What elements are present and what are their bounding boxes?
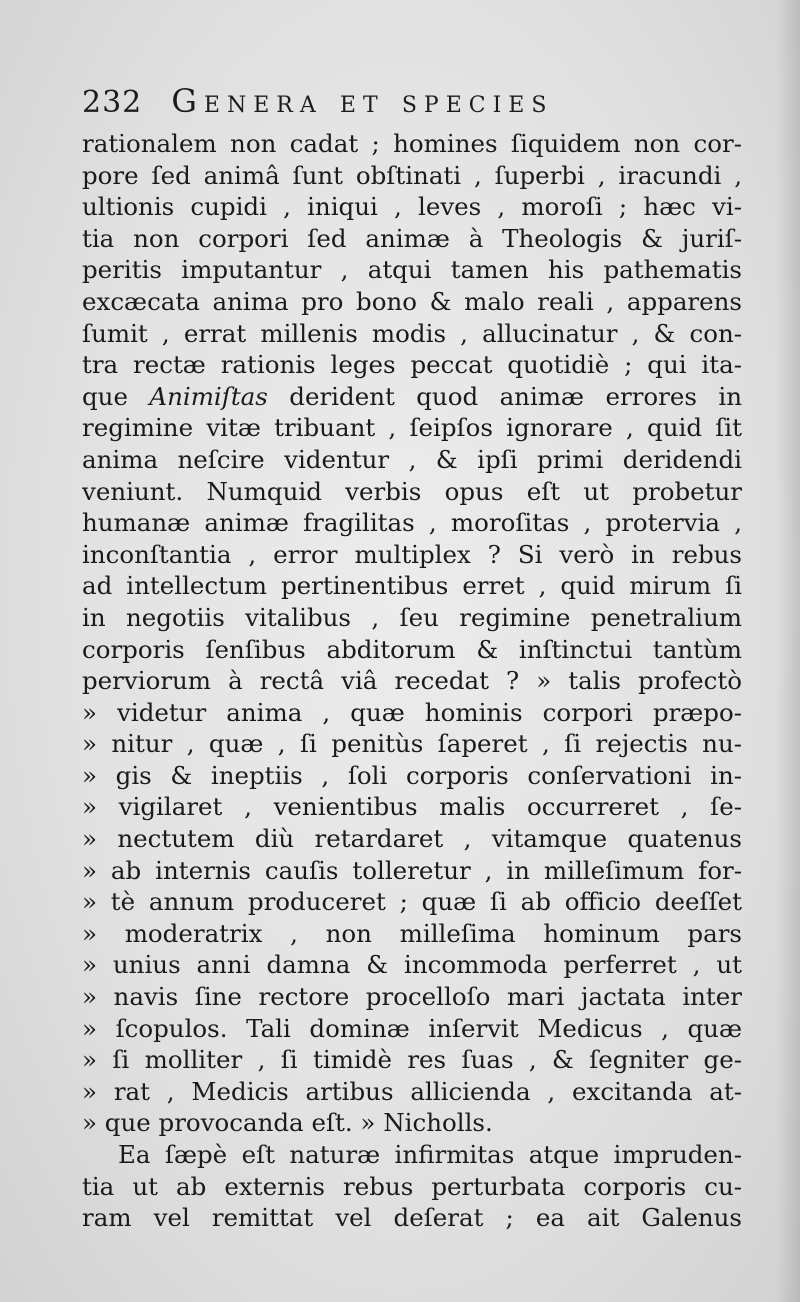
body-text	[82, 128, 742, 1234]
text-line: ſumit , errat millenis modis , allucinatur , & con-	[82, 318, 742, 348]
text-line: perviorum à rectâ viâ recedat ? » talis profectò	[82, 666, 742, 696]
text-line: inconſtantia , error multiplex ? Si verò in rebus	[82, 539, 742, 569]
text-line: tra rectæ rationis leges peccat quotidiè ; qui ita-	[82, 350, 742, 380]
text-line: rationalem non cadat ; homines ſiquidem non cor-	[82, 129, 742, 158]
text-line: anima neſcire videntur , & ipſi primi deridendi	[82, 444, 742, 474]
quote-line: » unius anni damna & incommoda perferret , ut	[82, 950, 742, 980]
running-title: Genera et species	[171, 82, 554, 120]
running-head	[82, 82, 722, 128]
quote-line: » gis & ineptiis , ſoli corporis conſervationi in-	[82, 760, 742, 790]
line-text-before: que	[82, 381, 150, 411]
quote-line: » ſi molliter , ſi timidè res ſuas , & ſegniter ge-	[82, 1045, 742, 1075]
quote-line: » nitur , quæ , ſi penitùs ſaperet , ſi rejectis nu-	[82, 729, 742, 759]
text-line: ram vel remittat vel deſerat ; ea ait Galenus	[82, 1203, 742, 1233]
text-line: regimine vitæ tribuant , ſeipſos ignorare , quid ſit	[82, 413, 742, 443]
page-edge-shadow	[776, 0, 800, 1302]
quote-line: » vigilaret , venientibus malis occurreret , ſe-	[82, 792, 742, 822]
text-line: ultionis cupidi , iniqui , leves , moroſi ; hæc vi-	[82, 192, 742, 222]
quote-line: » rat , Medicis artibus allicienda , excitanda at-	[82, 1076, 742, 1106]
text-line: pore ſed animâ ſunt obſtinati , ſuperbi , iracundi ,	[82, 160, 742, 190]
page-number: 232	[82, 85, 143, 120]
text-line: excæcata anima pro bono & malo reali , apparens	[82, 286, 742, 316]
quote-line: » ab internis cauſis tolleretur , in milleſimum for-	[82, 855, 742, 885]
text-line: veniunt. Numquid verbis opus eſt ut probetur	[82, 476, 742, 506]
quote-line: » tè annum produceret ; quæ ſi ab officio deeſſet	[82, 887, 742, 917]
text-line: corporis ſenſibus abditorum & inſtinctui tantùm	[82, 634, 742, 664]
italic-term: Animiſtas	[149, 381, 268, 411]
text-line-with-italic	[82, 381, 742, 413]
text-line: peritis imputantur , atqui tamen his pathematis	[82, 255, 742, 285]
text-line: tia non corpori ſed animæ à Theologis & juriſ-	[82, 223, 742, 253]
quote-line-end: » que provocanda eſt. » Nicholls.	[82, 1108, 493, 1138]
text-line: ad intellectum pertinentibus erret , quid mirum ſi	[82, 571, 742, 601]
paragraph-start-line: Ea ſæpè eſt naturæ infirmitas atque impruden-	[118, 1140, 742, 1169]
quote-line: » videtur anima , quæ hominis corpori præpo-	[82, 697, 742, 727]
text-line: humanæ animæ fragilitas , moroſitas , protervia ,	[82, 508, 742, 538]
text-line: in negotiis vitalibus , ſeu regimine penetralium	[82, 602, 742, 632]
text-line: tia ut ab externis rebus perturbata corporis cu-	[82, 1171, 742, 1201]
quote-line: » nectutem diù retardaret , vitamque quatenus	[82, 824, 742, 854]
quote-line: » navis ſine rectore procelloſo mari jactata inter	[82, 982, 742, 1012]
quote-line: » moderatrix , non milleſima hominum pars	[82, 918, 742, 948]
line-text-after: derident quod animæ errores in	[267, 381, 742, 411]
quote-line: » ſcopulos. Tali dominæ inſervit Medicus , quæ	[82, 1013, 742, 1043]
